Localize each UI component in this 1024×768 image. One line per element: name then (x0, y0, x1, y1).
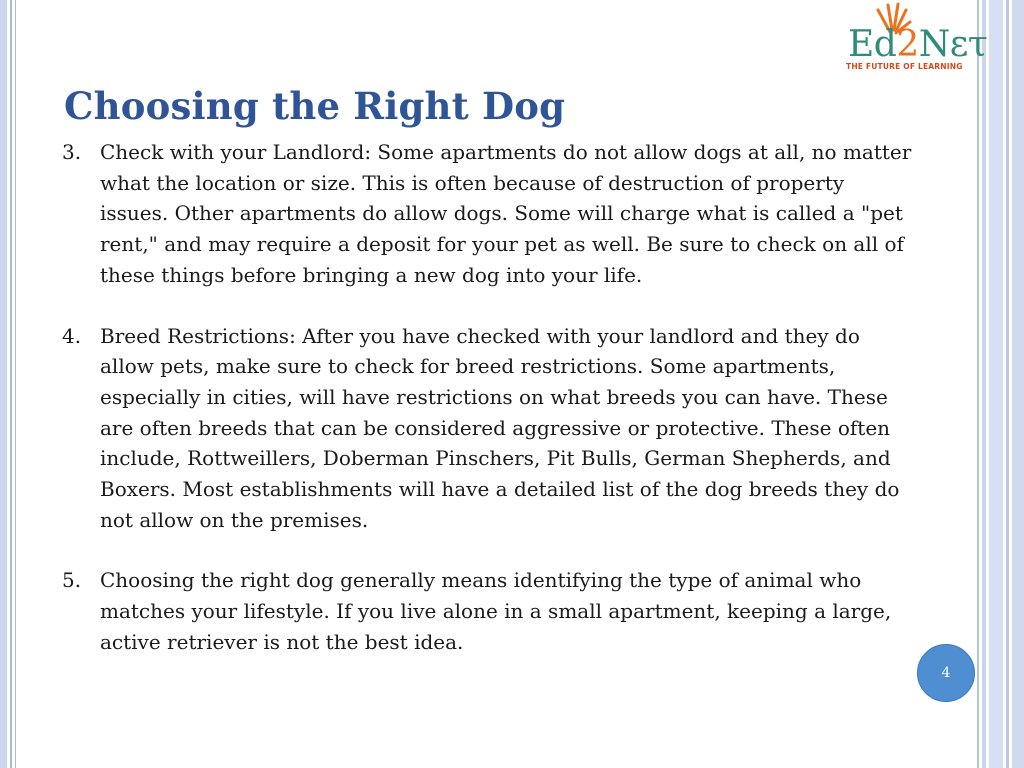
page-number: 4 (941, 665, 951, 681)
logo-tagline: THE FUTURE OF LEARNING (846, 62, 963, 71)
logo-text-net: Nετ (918, 24, 988, 65)
list-item-text: Choosing the right dog generally means identifying the type of animal who matches your lifestyle. If you live alone in a small apartment, keeping a large, active retriever is not the best idea. (100, 568, 892, 654)
list-item-text: Breed Restrictions: After you have checked with your landlord and they do allow pets, make sure to check for breed restrictions. Some apartments, especially in cities, will have restrictions on what breeds you can have. These are often breeds that can be considered aggressive or protective. These often include, Rottweillers, Doberman Pinschers, Pit Bulls, German Shepherds, and Boxers. Most establishments will have a detailed list of the dog breeds they do not allow on the premises. (100, 323, 900, 532)
stripe (982, 0, 986, 768)
numbered-list (62, 137, 912, 658)
left-border-band (0, 0, 7, 768)
list-item (62, 321, 912, 536)
left-border-line (10, 0, 12, 768)
stripe (989, 0, 1003, 768)
page-number-badge (917, 644, 975, 702)
list-item-number: 4. (62, 323, 82, 348)
stripe (1006, 0, 1009, 768)
stripe (977, 0, 979, 768)
list-item-number: 5. (62, 568, 82, 593)
slide-title: Choosing the Right Dog (64, 84, 566, 128)
left-border-line-thin (15, 0, 16, 768)
logo-wordmark (848, 24, 987, 65)
logo-text-ed: Ed (848, 24, 897, 65)
list-item (62, 137, 912, 291)
list-item (62, 565, 912, 657)
ed2net-logo (842, 2, 988, 74)
list-item-text: Check with your Landlord: Some apartments do not allow dogs at all, no matter what the location or size. This is often because of destruction of property issues. Other apartments do allow dogs. Some will charge what is called a "pet rent," and may require a deposit for your pet as well. Be sure to check on all of these things before bringing a new dog into your life. (100, 140, 912, 287)
stripe (1012, 0, 1024, 768)
logo-text-two: 2 (896, 24, 919, 65)
right-decorative-stripes (977, 0, 1024, 768)
list-item-number: 3. (62, 140, 82, 164)
